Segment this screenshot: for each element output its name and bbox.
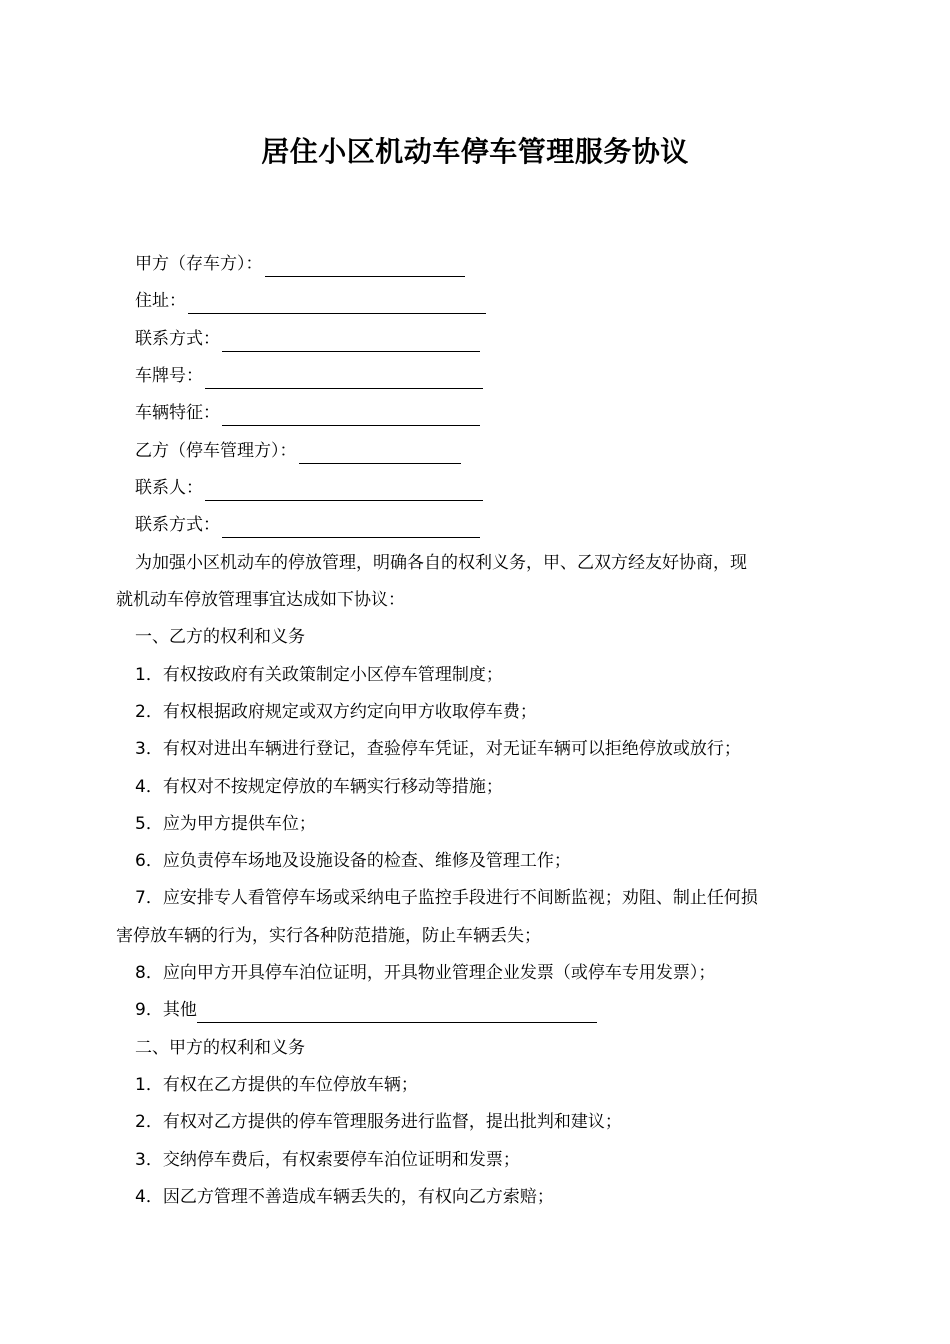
list-item: 害停放车辆的行为，实行各种防范措施，防止车辆丢失； bbox=[116, 926, 541, 946]
field-contact-b bbox=[116, 512, 855, 538]
field-vehicle-features bbox=[116, 400, 855, 426]
intro-paragraph-line: 为加强小区机动车的停放管理，明确各自的权利义务，甲、乙双方经友好协商，现 bbox=[135, 553, 747, 573]
fill-blank[interactable] bbox=[205, 483, 483, 501]
list-item-other bbox=[116, 997, 855, 1023]
list-item: 6．应负责停车场地及设施设备的检查、维修及管理工作； bbox=[135, 851, 571, 871]
list-item: 3．交纳停车费后，有权索要停车泊位证明和发票； bbox=[135, 1150, 520, 1170]
fill-blank[interactable] bbox=[222, 520, 480, 538]
field-label: 联系方式： bbox=[135, 329, 220, 349]
list-item: 9．其他 bbox=[135, 1000, 197, 1020]
fill-blank[interactable] bbox=[299, 446, 461, 464]
list-item: 1．有权在乙方提供的车位停放车辆； bbox=[135, 1075, 418, 1095]
field-label: 联系方式： bbox=[135, 515, 220, 535]
list-item: 4．有权对不按规定停放的车辆实行移动等措施； bbox=[135, 777, 503, 797]
fill-blank[interactable] bbox=[222, 334, 480, 352]
list-item: 2．有权对乙方提供的停车管理服务进行监督，提出批判和建议； bbox=[135, 1112, 622, 1132]
field-label: 车牌号： bbox=[135, 366, 203, 386]
field-label: 甲方（存车方）： bbox=[135, 254, 263, 274]
fill-blank[interactable] bbox=[197, 1005, 597, 1023]
field-contact-person bbox=[116, 475, 855, 501]
field-label: 乙方（停车管理方）： bbox=[135, 441, 297, 461]
list-item: 2．有权根据政府规定或双方约定向甲方收取停车费； bbox=[135, 702, 537, 722]
section-heading: 一、乙方的权利和义务 bbox=[135, 627, 305, 647]
field-plate-number bbox=[116, 363, 855, 389]
field-party-a bbox=[116, 251, 855, 277]
field-contact-a bbox=[116, 326, 855, 352]
fill-blank[interactable] bbox=[265, 259, 465, 277]
field-label: 联系人： bbox=[135, 478, 203, 498]
list-item: 7．应安排专人看管停车场或采纳电子监控手段进行不间断监视；劝阻、制止任何损 bbox=[135, 888, 758, 908]
list-item: 8．应向甲方开具停车泊位证明，开具物业管理企业发票（或停车专用发票）； bbox=[135, 963, 716, 983]
field-label: 住址： bbox=[135, 291, 186, 311]
field-label: 车辆特征： bbox=[135, 403, 220, 423]
fill-blank[interactable] bbox=[205, 371, 483, 389]
list-item: 5．应为甲方提供车位； bbox=[135, 814, 316, 834]
fill-blank[interactable] bbox=[188, 296, 486, 314]
list-item: 4．因乙方管理不善造成车辆丢失的，有权向乙方索赔； bbox=[135, 1187, 554, 1207]
section-heading: 二、甲方的权利和义务 bbox=[135, 1038, 305, 1058]
fill-blank[interactable] bbox=[222, 408, 480, 426]
field-address bbox=[116, 288, 855, 314]
intro-paragraph-line: 就机动车停放管理事宜达成如下协议： bbox=[116, 590, 405, 610]
list-item: 1．有权按政府有关政策制定小区停车管理制度； bbox=[135, 665, 503, 685]
list-item: 3．有权对进出车辆进行登记，查验停车凭证，对无证车辆可以拒绝停放或放行； bbox=[135, 739, 741, 759]
field-party-b bbox=[116, 438, 855, 464]
document-title: 居住小区机动车停车管理服务协议 bbox=[261, 135, 689, 168]
